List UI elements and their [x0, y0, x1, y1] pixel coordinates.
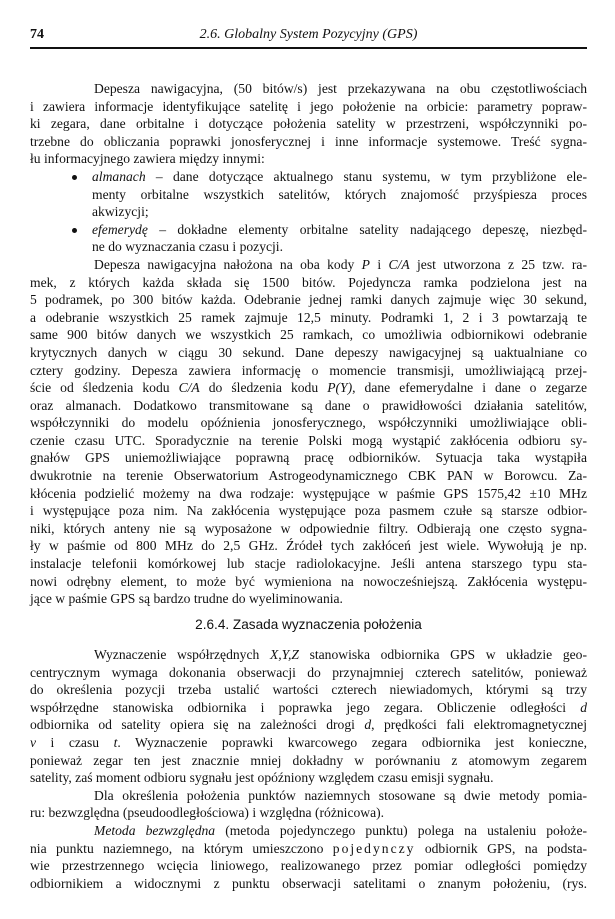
text-line	[30, 822, 587, 840]
text-run: 5 podramek, po 300 bitów każda. Odebranie jednej ramki danych zajmuje więc 30 sekund,	[30, 292, 587, 308]
text-line	[30, 397, 587, 415]
text-line	[30, 681, 587, 699]
italic-term: C/A	[388, 256, 410, 272]
text-run: i zawiera informacje identyfikujące satelitę i jego położenie na orbicie: parametry popraw-	[30, 98, 587, 114]
text-line	[30, 449, 587, 467]
italic-term: efemerydę	[92, 221, 148, 237]
text-run: odbiornikiem a widocznymi z punktu obserwacji satelitami o znanym położeniu, (rys.	[30, 875, 587, 891]
text-run: współczynniki do modelu opóźnienia jonosferycznego, współczynniki umożliwiające obli-	[30, 415, 587, 431]
text-run: i	[369, 256, 389, 272]
text-run: . Wyznaczenie poprawki kwarcowego zegara odbiornika jest konieczne,	[117, 734, 587, 750]
text-run: mek, z których każda składa się 1500 bitów. Pojedyncza ramka podzielona jest na	[30, 274, 587, 290]
italic-term: almanach	[92, 168, 146, 184]
paragraph	[30, 646, 587, 787]
text-line	[30, 256, 587, 274]
italic-term: t	[113, 734, 118, 750]
text-run: ki zegara, dane orbitalne i dotyczące położenia satelity w przestrzeni, współczynniki po-	[30, 116, 587, 132]
text-line	[30, 203, 587, 221]
text-run: – dokładne elementy orbitalne satelity nadającego depeszę, niezbęd-	[147, 221, 587, 237]
text-run: odbiornik GPS, na podsta-	[415, 840, 588, 856]
text-run: do określenia pozycji trzeba ustalić wartości czterech niewiadomych, którymi są trzy	[30, 682, 587, 698]
text-run: akwizycji;	[92, 204, 149, 220]
text-line	[30, 664, 587, 682]
text-run: krytycznych danych w ciągu 30 sekund. Dane depeszy nawigacyjnej są uaktualniane co	[30, 344, 587, 360]
text-line	[30, 379, 587, 397]
paragraph	[30, 80, 587, 168]
section-heading: 2.6.4. Zasada wyznaczenia położenia	[195, 617, 422, 632]
text-line	[30, 699, 587, 717]
text-run: , dane efemerydalne i dane o zegarze	[352, 380, 587, 396]
text-run: cztery godziny. Depesza zawiera informację o momencie transmisji, umożliwiającą przej-	[30, 362, 587, 378]
paragraph	[30, 256, 587, 608]
text-line	[30, 555, 587, 573]
text-run: centrycznym wymaga dokonania obserwacji do przynajmniej czterech satelitów, ponieważ	[30, 664, 587, 680]
running-title: 2.6. Globalny System Pozycyjny (GPS)	[199, 27, 418, 42]
text-line	[30, 186, 587, 204]
text-run: odbiornika od satelity opiera się na zależności drogi	[30, 717, 365, 733]
italic-term: d	[364, 717, 372, 733]
text-run: instalacje telefonii komórkowej lub stacje radiolokacyjne. Jeśli antena starszego typu sta-	[30, 556, 587, 572]
text-line	[30, 502, 587, 520]
text-line	[30, 115, 587, 133]
text-line	[30, 840, 587, 858]
text-line	[30, 804, 587, 822]
italic-term: C/A	[178, 380, 200, 396]
text-line	[30, 857, 587, 875]
bullet-item	[30, 168, 587, 221]
italic-term: Metoda bezwzględna	[94, 822, 216, 838]
text-run: kłócenia podzielić możemy na dwa rodzaje: występujące w paśmie GPS 1575,42 ±10 MHz	[30, 485, 587, 501]
text-run: jące w paśmie GPS są bardzo trudne do wyeliminowania.	[30, 591, 343, 607]
text-run: nowi odrębny element, to może być wymieniona na nowocześniejszą. Zakłócenia występu-	[30, 573, 587, 589]
text-run: ru: bezwzględna (pseudoodległościowa) i względna (różnicowa).	[30, 805, 385, 821]
text-run: wie przestrzennego wcięcia liniowego, realizowanego przez pomiar odległości pomiędzy	[30, 858, 587, 874]
text-line	[30, 485, 587, 503]
text-block-top	[30, 80, 587, 608]
text-run: trzebne do obliczania poprawki jonosferycznej i inne informacje systemowe. Treść sygna-	[30, 133, 587, 149]
text-run: Depesza nawigacyjna, (50 bitów/s) jest przekazywana na obu częstotliwościach	[94, 81, 587, 96]
text-line	[30, 98, 587, 116]
text-line	[30, 221, 587, 239]
text-run: satelity, zaś moment odbioru sygnału jest opóźniony względem czasu emisji sygnału.	[30, 770, 494, 786]
text-run: łu informacyjnego zawiera między innymi:	[30, 151, 265, 167]
text-run: dwukrotnie na terenie Obserwatorium Astrogeodynamicznego CBK PAN w Borowcu. Za-	[30, 468, 587, 484]
text-run: a odebranie wszystkich 25 ramek zajmuje 12,5 minuty. Podramki 1, 2 i 3 powtarzają te	[30, 309, 587, 325]
text-line	[30, 769, 587, 787]
text-line	[30, 520, 587, 538]
text-run: menty orbitalne wszystkich satelitów, których znajomość przyśpiesza proces	[92, 186, 587, 202]
text-run: ły w paśmie od 800 MHz do 2,5 GHz. Źródeł tych zakłóceń jest wiele. Wywołują je np.	[30, 538, 587, 554]
page-header	[30, 27, 587, 47]
text-line	[30, 326, 587, 344]
text-run: (metoda pojedynczego punktu) polega na ustaleniu położe-	[215, 822, 587, 838]
text-line	[30, 168, 587, 186]
text-run: czenie czasu UTC. Sporadycznie na terenie Polski mogą wystąpić zakłócenia odbioru sy-	[30, 432, 587, 448]
italic-term: X,Y,Z	[269, 647, 299, 662]
text-line	[30, 274, 587, 292]
text-line	[30, 646, 587, 664]
text-line	[30, 133, 587, 151]
text-line	[30, 590, 587, 608]
text-run: – dane dotyczące aktualnego stanu systemu, w tym przybliżone ele-	[145, 168, 587, 184]
text-run: ście od śledzenia kodu	[30, 380, 179, 396]
italic-term: v	[30, 734, 37, 750]
text-line	[30, 432, 587, 450]
italic-term: P(Y)	[327, 380, 353, 396]
text-line	[30, 291, 587, 309]
paragraph	[30, 787, 587, 822]
text-block-bottom	[30, 646, 587, 892]
text-run: gnałów GPS uniemożliwiające poprawną pracę odbiorników. Sytuacja taka wystąpiła	[30, 450, 587, 466]
text-run: Wyznaczenie współrzędnych	[94, 647, 270, 662]
text-run: nia punktu naziemnego, na którym umieszczono	[30, 840, 333, 856]
text-line	[30, 467, 587, 485]
italic-term: d	[580, 699, 587, 715]
text-line	[30, 414, 587, 432]
text-run: i czasu	[36, 734, 114, 750]
text-line	[30, 875, 587, 893]
bullet-item	[30, 221, 587, 256]
text-run: oraz almanach. Dodatkowo transmitowane są dane o prawidłowości działania satelitów,	[30, 397, 587, 413]
text-line	[30, 80, 587, 98]
text-line	[30, 573, 587, 591]
text-run: współrzędne stanowiska odbiornika i poprawka jego zegara. Obliczenie odległości	[30, 699, 581, 715]
italic-term: P	[361, 256, 370, 272]
text-run: jest utworzona z 25 tzw. ra-	[409, 256, 587, 272]
text-run: niki, których anteny nie są wyposażone w odpowiednie filtry. Odbierają one często sygna-	[30, 520, 587, 536]
text-run: ponieważ zegar ten jest znacznie mniej dokładny w porównaniu z atomowym zegarem	[30, 752, 587, 768]
text-run: , prędkości fali elektromagnetycznej	[371, 717, 587, 733]
text-run: stanowiska odbiornika GPS w układzie geo-	[298, 647, 587, 662]
text-line	[30, 238, 587, 256]
text-line	[30, 537, 587, 555]
text-run: i występujące poza nim. Na zakłócenia występujące poza pasmem czułe są starsze odbior-	[30, 503, 587, 519]
text-line	[30, 752, 587, 770]
text-run: same 900 bitów danych we wszystkich 25 ramkach, co umożliwia odbiornikowi odebranie	[30, 327, 587, 343]
text-line	[30, 150, 587, 168]
text-line	[30, 344, 587, 362]
text-line	[30, 734, 587, 752]
text-run: Dla określenia położenia punktów naziemnych stosowane są dwie metody pomia-	[94, 787, 587, 803]
text-line	[30, 362, 587, 380]
text-run: do śledzenia kodu	[199, 380, 328, 396]
text-run: ne do wyznaczania czasu i pozycji.	[92, 239, 283, 255]
text-run: Depesza nawigacyjna nałożona na oba kody	[94, 256, 362, 272]
text-line	[30, 309, 587, 327]
spaced-emphasis: pojedynczy	[332, 840, 416, 856]
paragraph	[30, 822, 587, 892]
page-number: 74	[30, 27, 44, 42]
header-rule	[30, 47, 587, 49]
text-line	[30, 716, 587, 734]
text-line	[30, 787, 587, 805]
